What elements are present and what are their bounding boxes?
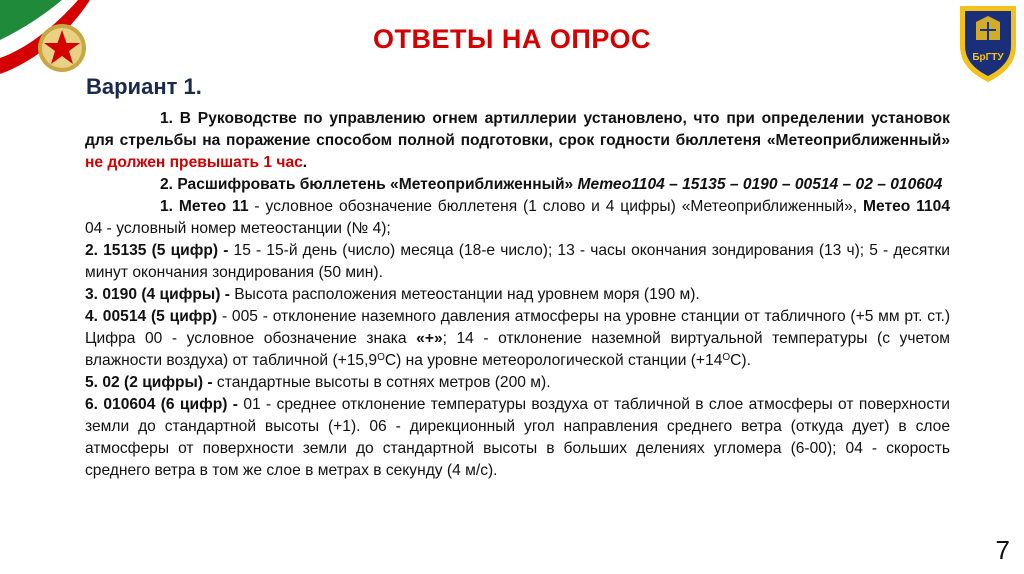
p6-text-4: С).	[730, 352, 751, 369]
p7-text: стандартные высоты в сотнях метров (200 м).	[212, 374, 551, 391]
variant-heading: Вариант 1.	[86, 74, 202, 99]
p8-bold: 6. 010604 (6 цифр) -	[85, 396, 238, 413]
p6-text-3: С) на уровне метеорологической станции (+14	[384, 352, 723, 369]
page-number: 7	[995, 535, 1010, 565]
p6-sup-1: О	[377, 352, 385, 363]
paragraph-1	[85, 108, 950, 174]
p3-bold-1: 1. Метео 11	[160, 198, 249, 215]
p6-bold-2: «+»	[416, 330, 443, 347]
answer-body	[85, 108, 950, 482]
p1-highlight: не должен превышать 1 час	[85, 154, 303, 171]
p3-text-2: 04 - условный номер метеостанции (№ 4);	[85, 220, 391, 237]
paragraph-3	[85, 196, 950, 240]
p5-bold: 3. 0190 (4 цифры) -	[85, 286, 230, 303]
p6-text-2: ; 14 - отклонение наземной виртуальной температуры (с учетом влажности воздуха) от табличной (+15,9	[85, 330, 950, 369]
p6-sup-2: О	[722, 352, 731, 363]
p6-text-1: - 005 - отклонение наземного давления атмосферы на уровне станции от табличного (+5 мм рт. ст.) Цифра 00 - условное обозначение знака	[85, 308, 951, 347]
p3-text-1: - условное обозначение бюллетеня (1 слово и 4 цифры) «Метеоприближенный»,	[248, 198, 863, 215]
paragraph-7	[85, 372, 950, 394]
paragraph-8	[85, 394, 950, 482]
logo-text: БрГТУ	[972, 52, 1004, 63]
paragraph-5	[85, 284, 950, 306]
p2-text: 2. Расшифровать бюллетень «Метеоприближенный»	[160, 176, 578, 193]
p8-text: 01 - среднее отклонение температуры воздуха от табличной в слое атмосферы от поверхности земли до стандартной высоты (+1). 06 - дирекционный угол направления среднего ветра (откуда дует) в слое атмосферы от поверхности земли до стандартной высоты в больших делениях угломера (6-00); 04 - скорость среднего ветра в том же слое в метрах в секунду (4 м/с).	[85, 396, 950, 479]
p4-bold: 2. 15135 (5 цифр) -	[85, 242, 229, 259]
p7-bold: 5. 02 (2 цифры) -	[85, 374, 213, 391]
paragraph-2	[85, 174, 950, 196]
p5-text: Высота расположения метеостанции над уровнем моря (190 м).	[229, 286, 700, 303]
p2-code: Метео1104 – 15135 – 0190 – 00514 – 02 – 010604	[577, 176, 943, 193]
p1-text: 1. В Руководстве по управлению огнем артиллерии установлено, что при определении установок для стрельбы на поражение способом полной подготовки, срок годности бюллетеня «Метеоприближенный»	[85, 110, 950, 149]
p1-end: .	[302, 154, 308, 171]
p4-text: 15 - 15-й день (число) месяца (18-е число); 13 - часы окончания зондирования (13 ч); 5 - десятки минут окончания зондирования (50 мин).	[85, 242, 951, 281]
paragraph-4	[85, 240, 950, 284]
p6-bold-1: 4. 00514 (5 цифр)	[85, 308, 218, 325]
slide-title: ОТВЕТЫ НА ОПРОС	[373, 24, 651, 54]
p3-bold-2: Метео 1104	[863, 198, 950, 215]
paragraph-6	[85, 306, 950, 372]
